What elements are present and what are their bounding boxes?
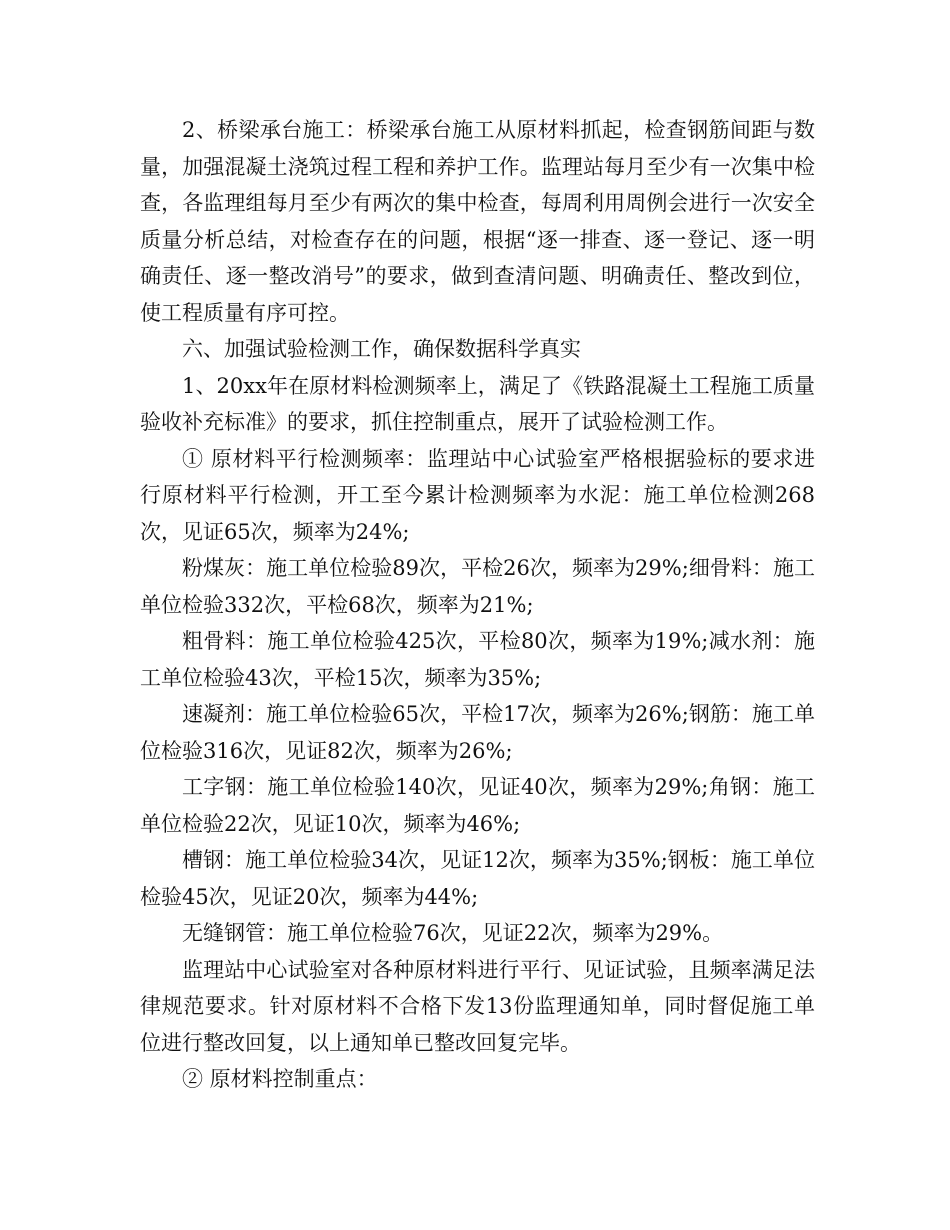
paragraph-accelerator-rebar: 速凝剂：施工单位检验65次，平检17次，频率为26%;钢筋：施工单位检验316次，见证82次，频率为26%;: [140, 702, 815, 763]
paragraph-parallel-testing-cement: ① 原材料平行检测频率：监理站中心试验室严格根据验标的要求进行原材料平行检测，开工至今累计检测频率为水泥：施工单位检测268次，见证65次，频率为24%;: [140, 446, 815, 544]
section-heading-testing: 六、加强试验检测工作，确保数据科学真实: [182, 337, 581, 361]
paragraph-seamless-pipe: 无缝钢管：施工单位检验76次，见证22次，频率为29%。: [182, 921, 724, 945]
paragraph-bridge-cap-construction: 2、桥梁承台施工：桥梁承台施工从原材料抓起，检查钢筋间距与数量，加强混凝土浇筑过程工程和养护工作。监理站每月至少有一次集中检查，各监理组每月至少有两次的集中检查，每周利用周例会进行一次安全质量分析总结，对检查存在的问题，根据“逐一排查、逐一登记、逐一明确责任、逐一整改消号”的要求，做到查清问题、明确责任、整改到位，使工程质量有序可控。: [140, 118, 815, 325]
paragraph-control-points: ② 原材料控制重点：: [182, 1067, 378, 1091]
paragraph-channel-steel-plate: 槽钢：施工单位检验34次，见证12次，频率为35%;钢板：施工单位检验45次，见证20次，频率为44%;: [140, 848, 815, 909]
paragraph-i-beam-angle-steel: 工字钢：施工单位检验140次，见证40次，频率为29%;角钢：施工单位检验22次，见证10次，频率为46%;: [140, 775, 815, 836]
paragraph-coarse-aggregate-reducer: 粗骨料：施工单位检验425次，平检80次，频率为19%;减水剂：施工单位检验43次，平检15次，频率为35%;: [140, 629, 815, 690]
document-body: [140, 112, 815, 1098]
paragraph-fly-ash-fine-aggregate: 粉煤灰：施工单位检验89次，平检26次，频率为29%;细骨料：施工单位检验332次，平检68次，频率为21%;: [140, 556, 815, 617]
paragraph-testing-frequency: 1、20xx年在原材料检测频率上，满足了《铁路混凝土工程施工质量验收补充标准》的要求，抓住控制重点，展开了试验检测工作。: [140, 373, 815, 434]
paragraph-lab-summary: 监理站中心试验室对各种原材料进行平行、见证试验，且频率满足法律规范要求。针对原材料不合格下发13份监理通知单，同时督促施工单位进行整改回复，以上通知单已整改回复完毕。: [140, 957, 815, 1055]
